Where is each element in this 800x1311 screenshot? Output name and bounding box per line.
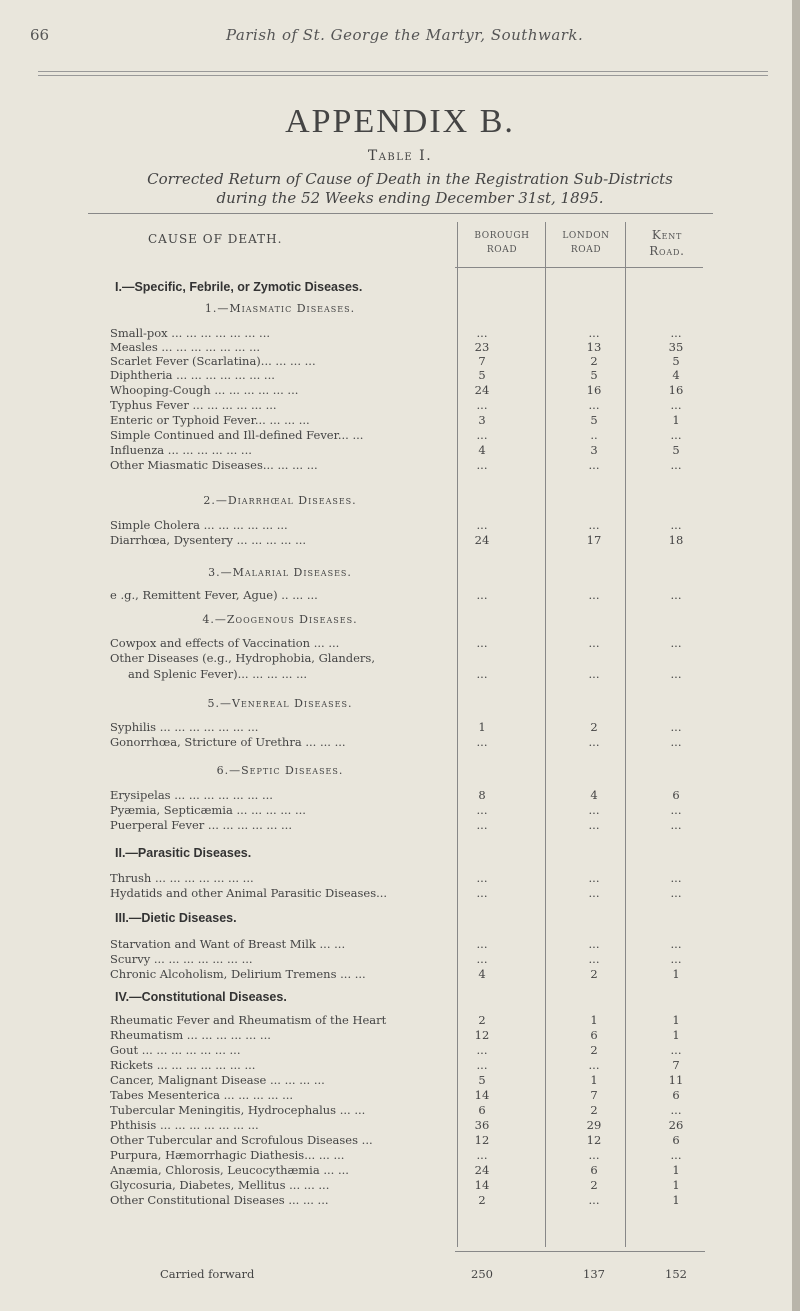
london-value: 1 — [590, 1073, 598, 1087]
table-row — [0, 533, 800, 547]
cause-name: Rickets ... ... ... ... ... ... ... — [110, 1058, 256, 1072]
london-heading-line1: LONDON — [562, 231, 610, 241]
appendix-title: APPENDIX B. — [285, 103, 515, 140]
cause-name: Puerperal Fever ... ... ... ... ... ... — [110, 818, 292, 832]
cause-name: Influenza ... ... ... ... ... ... — [110, 443, 252, 457]
table-row — [0, 383, 800, 397]
table-top-rule — [88, 213, 713, 214]
cause-name: Other Diseases (e.g., Hydrophobia, Glanders, — [110, 651, 375, 665]
london-total: 137 — [583, 1267, 605, 1281]
cause-name: Tubercular Meningitis, Hydrocephalus ... ... — [110, 1103, 366, 1117]
london-value: ... — [588, 458, 600, 472]
cause-name: Glycosuria, Diabetes, Mellitus ... ... ... — [110, 1178, 330, 1192]
london-value: ... — [588, 818, 600, 832]
section-heading: II.—Parasitic Diseases. — [115, 846, 252, 860]
london-value: 13 — [586, 340, 602, 354]
kent-value: 1 — [672, 1013, 680, 1027]
section-heading: IV.—Constitutional Diseases. — [115, 990, 287, 1004]
table-row — [0, 937, 800, 951]
table-row — [0, 967, 800, 981]
borough-value: 23 — [474, 340, 490, 354]
cause-name: Other Constitutional Diseases ... ... ... — [110, 1193, 329, 1207]
london-road-heading — [547, 229, 625, 257]
cause-name: Typhus Fever ... ... ... ... ... ... — [110, 398, 277, 412]
cause-name: Cowpox and effects of Vaccination ... ... — [110, 636, 340, 650]
kent-value: ... — [670, 518, 682, 532]
cause-name: Whooping-Cough ... ... ... ... ... ... — [110, 383, 299, 397]
kent-value: 1 — [672, 1193, 680, 1207]
london-value: 1 — [590, 1013, 598, 1027]
kent-value: ... — [670, 636, 682, 650]
borough-total: 250 — [471, 1267, 493, 1281]
kent-value: 1 — [672, 1178, 680, 1192]
borough-value: ... — [476, 1058, 488, 1072]
kent-value: ... — [670, 871, 682, 885]
table-row — [0, 1088, 800, 1102]
kent-value: 18 — [668, 533, 684, 547]
table-row — [0, 803, 800, 817]
cause-name: Cancer, Malignant Disease ... ... ... ... — [110, 1073, 325, 1087]
kent-value: 1 — [672, 967, 680, 981]
kent-value: 4 — [672, 368, 680, 382]
kent-value: ... — [670, 818, 682, 832]
london-value: 16 — [586, 383, 602, 397]
kent-value: ... — [670, 1103, 682, 1117]
london-value: ... — [588, 871, 600, 885]
london-value: .. — [590, 428, 598, 442]
kent-value: ... — [670, 588, 682, 602]
kent-value: 5 — [672, 443, 680, 457]
borough-value: ... — [476, 326, 488, 340]
london-value: ... — [588, 1148, 600, 1162]
table-row — [0, 340, 800, 354]
kent-value: 35 — [668, 340, 684, 354]
london-value: 2 — [590, 1178, 598, 1192]
kent-value: 6 — [672, 1088, 680, 1102]
kent-value: ... — [670, 1043, 682, 1057]
kent-heading-line2: Road. — [649, 244, 685, 258]
table-row — [0, 818, 800, 832]
table-label: Table I. — [367, 148, 433, 164]
borough-value: ... — [476, 937, 488, 951]
cause-column-heading: CAUSE OF DEATH. — [148, 232, 283, 246]
london-value: ... — [588, 803, 600, 817]
london-value: 2 — [590, 967, 598, 981]
london-value: ... — [588, 952, 600, 966]
kent-value: ... — [670, 937, 682, 951]
borough-value: 24 — [474, 533, 490, 547]
kent-value: 6 — [672, 1133, 680, 1147]
table-row — [0, 398, 800, 412]
kent-value: ... — [670, 952, 682, 966]
london-value: ... — [588, 667, 600, 681]
section-heading: III.—Dietic Diseases. — [115, 911, 237, 925]
caption-line-2: during the 52 Weeks ending December 31st, 1895. — [216, 189, 604, 207]
london-value: 6 — [590, 1163, 598, 1177]
cause-name: Scurvy ... ... ... ... ... ... ... — [110, 952, 253, 966]
subsection-heading: 4.—Zoogenous Diseases. — [202, 613, 358, 626]
borough-value: 5 — [478, 368, 486, 382]
london-value: ... — [588, 588, 600, 602]
borough-value: 24 — [474, 1163, 490, 1177]
kent-heading-line1: Kent — [651, 228, 683, 242]
cause-name: Hydatids and other Animal Parasitic Diseases... — [110, 886, 388, 900]
kent-value: ... — [670, 428, 682, 442]
london-value: 2 — [590, 1103, 598, 1117]
cause-name: Anæmia, Chlorosis, Leucocythæmia ... ... — [110, 1163, 349, 1177]
cause-name: Rheumatism ... ... ... ... ... ... — [110, 1028, 271, 1042]
page-number: 66 — [30, 26, 50, 44]
cause-name: Erysipelas ... ... ... ... ... ... ... — [110, 788, 273, 802]
cause-name: e .g., Remittent Fever, Ague) .. ... ... — [110, 588, 318, 602]
london-value: 5 — [590, 413, 598, 427]
kent-value: 5 — [672, 354, 680, 368]
table-row — [0, 1178, 800, 1192]
london-value: ... — [588, 326, 600, 340]
london-value: ... — [588, 886, 600, 900]
london-value: 17 — [586, 533, 602, 547]
table-row — [0, 354, 800, 368]
borough-value: ... — [476, 1148, 488, 1162]
cause-name: Phthisis ... ... ... ... ... ... ... — [110, 1118, 259, 1132]
kent-value: ... — [670, 326, 682, 340]
borough-value: ... — [476, 803, 488, 817]
table-row — [0, 368, 800, 382]
total-rule — [455, 1251, 705, 1252]
table-row — [0, 428, 800, 442]
cause-name: and Splenic Fever)... ... ... ... ... — [128, 667, 308, 681]
cause-name: Diphtheria ... ... ... ... ... ... ... — [110, 368, 275, 382]
kent-value: ... — [670, 735, 682, 749]
borough-value: 36 — [474, 1118, 490, 1132]
london-value: 4 — [590, 788, 598, 802]
borough-value: 5 — [478, 1073, 486, 1087]
borough-value: 2 — [478, 1193, 486, 1207]
subsection-heading: 1.—Miasmatic Diseases. — [204, 302, 356, 315]
section-heading: I.—Specific, Febrile, or Zymotic Diseases. — [115, 280, 363, 294]
london-value: ... — [588, 1193, 600, 1207]
cause-name: Measles ... ... ... ... ... ... ... — [110, 340, 261, 354]
london-value: ... — [588, 398, 600, 412]
borough-heading-line1: BOROUGH — [474, 231, 530, 241]
table-row — [0, 651, 800, 665]
borough-value: ... — [476, 952, 488, 966]
table-row — [0, 1073, 800, 1087]
table-row — [0, 871, 800, 885]
kent-value: 16 — [668, 383, 684, 397]
kent-value: ... — [670, 398, 682, 412]
table-caption — [90, 170, 730, 208]
header-rule-2 — [38, 75, 768, 76]
borough-value: 3 — [478, 413, 486, 427]
cause-name: Enteric or Typhoid Fever... ... ... ... — [110, 413, 310, 427]
borough-value: ... — [476, 588, 488, 602]
borough-value: ... — [476, 1043, 488, 1057]
borough-value: ... — [476, 518, 488, 532]
table-row — [0, 1103, 800, 1117]
borough-value: 6 — [478, 1103, 486, 1117]
table-row — [0, 413, 800, 427]
cause-name: Pyæmia, Septicæmia ... ... ... ... ... — [110, 803, 306, 817]
kent-value: ... — [670, 720, 682, 734]
header-bottom-rule — [455, 267, 703, 268]
london-value: 12 — [586, 1133, 602, 1147]
table-row — [0, 1028, 800, 1042]
london-value: 29 — [586, 1118, 602, 1132]
table-row — [0, 636, 800, 650]
borough-value: 12 — [474, 1133, 490, 1147]
cause-name: Gout ... ... ... ... ... ... ... — [110, 1043, 241, 1057]
kent-value: ... — [670, 886, 682, 900]
subsection-heading: 3.—Malarial Diseases. — [208, 566, 352, 579]
kent-total: 152 — [665, 1267, 687, 1281]
table-row — [0, 1148, 800, 1162]
london-value: 2 — [590, 1043, 598, 1057]
cause-name: Small-pox ... ... ... ... ... ... ... — [110, 326, 271, 340]
kent-value: ... — [670, 1148, 682, 1162]
kent-road-heading — [628, 227, 706, 259]
table-row — [0, 1133, 800, 1147]
borough-value: 4 — [478, 967, 486, 981]
kent-value: 11 — [668, 1073, 684, 1087]
london-value: ... — [588, 735, 600, 749]
table-row — [0, 1163, 800, 1177]
cause-name: Purpura, Hæmorrhagic Diathesis... ... ... — [110, 1148, 345, 1162]
borough-value: ... — [476, 428, 488, 442]
cause-name: Diarrhœa, Dysentery ... ... ... ... ... — [110, 533, 307, 547]
table-row — [0, 1013, 800, 1027]
cause-name: Other Tubercular and Scrofulous Diseases ... — [110, 1133, 373, 1147]
subsection-heading: 2.—Diarrhœal Diseases. — [203, 494, 357, 507]
borough-value: 7 — [478, 354, 486, 368]
page-edge — [792, 0, 800, 1311]
cause-name: Starvation and Want of Breast Milk ... ... — [110, 937, 346, 951]
cause-name: Thrush ... ... ... ... ... ... ... — [110, 871, 254, 885]
kent-value: ... — [670, 803, 682, 817]
borough-value: ... — [476, 667, 488, 681]
london-value: 7 — [590, 1088, 598, 1102]
table-row — [0, 1043, 800, 1057]
table-row — [0, 518, 800, 532]
kent-value: 1 — [672, 413, 680, 427]
borough-value: ... — [476, 398, 488, 412]
running-title: Parish of St. George the Martyr, Southwark. — [226, 26, 584, 44]
kent-value: 7 — [672, 1058, 680, 1072]
header-rule — [38, 71, 768, 72]
borough-value: ... — [476, 636, 488, 650]
table-row — [0, 720, 800, 734]
borough-value: ... — [476, 886, 488, 900]
cause-name: Chronic Alcoholism, Delirium Tremens ... ... — [110, 967, 366, 981]
table-row — [0, 667, 800, 681]
kent-value: 1 — [672, 1163, 680, 1177]
borough-value: 4 — [478, 443, 486, 457]
kent-value: 26 — [668, 1118, 684, 1132]
cause-name: Other Miasmatic Diseases... ... ... ... — [110, 458, 318, 472]
table-row — [0, 886, 800, 900]
london-value: 5 — [590, 368, 598, 382]
borough-value: 8 — [478, 788, 486, 802]
carried-forward-label: Carried forward — [160, 1267, 255, 1281]
cause-name: Gonorrhœa, Stricture of Urethra ... ... ... — [110, 735, 346, 749]
borough-value: 12 — [474, 1028, 490, 1042]
london-value: ... — [588, 518, 600, 532]
borough-value: ... — [476, 735, 488, 749]
table-row — [0, 1058, 800, 1072]
table-row — [0, 326, 800, 340]
cause-name: Syphilis ... ... ... ... ... ... ... — [110, 720, 259, 734]
kent-value: ... — [670, 667, 682, 681]
borough-value: 14 — [474, 1088, 490, 1102]
borough-value: ... — [476, 818, 488, 832]
london-value: 6 — [590, 1028, 598, 1042]
borough-value: 24 — [474, 383, 490, 397]
borough-road-heading — [460, 229, 544, 257]
table-row — [0, 458, 800, 472]
table-row — [0, 788, 800, 802]
london-value: 2 — [590, 354, 598, 368]
borough-value: ... — [476, 458, 488, 472]
kent-value: 1 — [672, 1028, 680, 1042]
london-value: ... — [588, 636, 600, 650]
table-row — [0, 952, 800, 966]
borough-value: 2 — [478, 1013, 486, 1027]
caption-line-1: Corrected Return of Cause of Death in the Registration Sub-Districts — [147, 170, 673, 188]
table-row — [0, 1118, 800, 1132]
kent-value: 6 — [672, 788, 680, 802]
table-row — [0, 443, 800, 457]
cause-name: Tabes Mesenterica ... ... ... ... ... — [110, 1088, 294, 1102]
subsection-heading: 5.—Venereal Diseases. — [207, 697, 353, 710]
borough-value: 1 — [478, 720, 486, 734]
cause-name: Simple Cholera ... ... ... ... ... ... — [110, 518, 288, 532]
london-value: 3 — [590, 443, 598, 457]
cause-name: Simple Continued and Ill-defined Fever... ... — [110, 428, 364, 442]
table-row — [0, 1193, 800, 1207]
borough-value: 14 — [474, 1178, 490, 1192]
london-value: ... — [588, 1058, 600, 1072]
borough-heading-line2: ROAD — [486, 245, 518, 255]
kent-value: ... — [670, 458, 682, 472]
cause-name: Scarlet Fever (Scarlatina)... ... ... ... — [110, 354, 316, 368]
london-value: ... — [588, 937, 600, 951]
london-heading-line2: ROAD — [570, 245, 602, 255]
london-value: 2 — [590, 720, 598, 734]
subsection-heading: 6.—Septic Diseases. — [216, 764, 344, 777]
cause-name: Rheumatic Fever and Rheumatism of the Heart — [110, 1013, 387, 1027]
table-row — [0, 588, 800, 602]
table-row — [0, 735, 800, 749]
borough-value: ... — [476, 871, 488, 885]
